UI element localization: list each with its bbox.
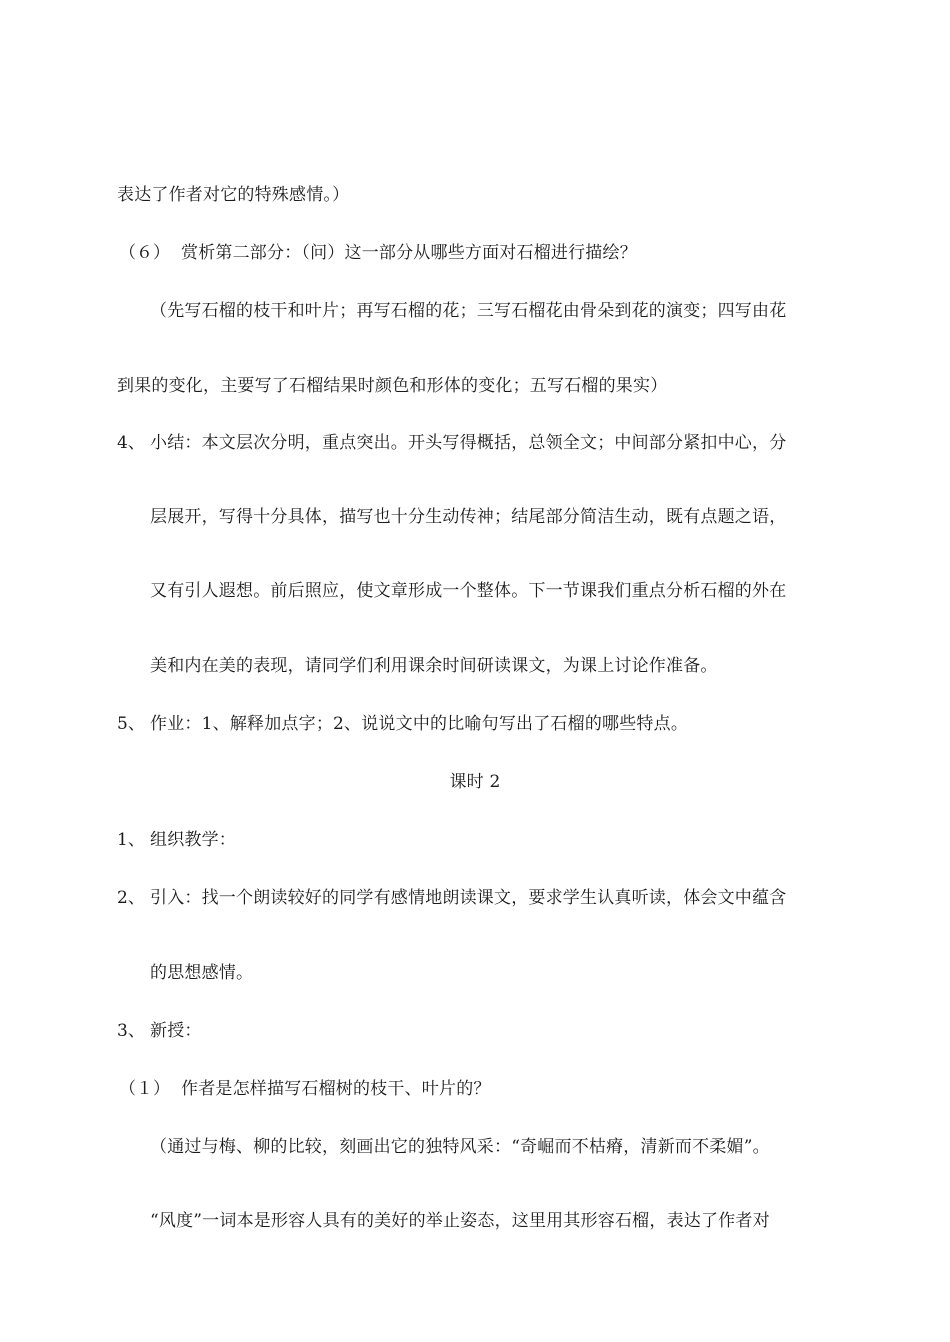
summary-line-4: 美和内在美的表现，请同学们利用课余时间研读课文，为课上讨论作准备。 [150, 656, 718, 676]
step-number-3: 3、 [117, 1021, 145, 1041]
item-number-4: 4、 [117, 433, 145, 453]
answer-6-line-2: 到果的变化，主要写了石榴结果时颜色和形体的变化；五写石榴的果实） [117, 376, 668, 396]
item-number-6: （６） [119, 243, 170, 263]
step-3-text: 新授： [150, 1021, 202, 1041]
answer-1-line-1: （通过与梅、柳的比较，刻画出它的独特风采：“奇崛而不枯瘠，清新而不柔媚”。 [150, 1137, 770, 1157]
step-1-text: 组织教学： [150, 830, 236, 850]
answer-1-line-2: “风度”一词本是形容人具有的美好的举止姿态，这里用其形容石榴，表达了作者对 [150, 1211, 770, 1231]
answer-6-line-1: （先写石榴的枝干和叶片；再写石榴的花；三写石榴花由骨朵到花的演变；四写由花 [150, 301, 787, 321]
summary-line-2: 层展开，写得十分具体，描写也十分生动传神；结尾部分简洁生动，既有点题之语， [150, 507, 787, 527]
item-number-5: 5、 [117, 714, 145, 734]
item-6-question: 赏析第二部分：（问）这一部分从哪些方面对石榴进行描绘？ [181, 243, 637, 263]
lesson-heading: 课时 2 [449, 772, 501, 792]
step-2-line-1: 引入：找一个朗读较好的同学有感情地朗读课文，要求学生认真听读，体会文中蕴含 [150, 888, 787, 908]
paragraph-continuation: 表达了作者对它的特殊感情。） [117, 185, 350, 205]
step-number-1: 1、 [117, 830, 145, 850]
sub-item-1-question: 作者是怎样描写石榴树的枝干、叶片的？ [181, 1079, 491, 1099]
step-number-2: 2、 [117, 888, 145, 908]
sub-item-number-1: （１） [119, 1079, 170, 1099]
homework-text: 作业：1、解释加点字；2、说说文中的比喻句写出了石榴的哪些特点。 [150, 714, 689, 734]
summary-line-3: 又有引人遐想。前后照应，使文章形成一个整体。下一节课我们重点分析石榴的外在 [150, 581, 787, 601]
summary-line-1: 小结：本文层次分明，重点突出。开头写得概括，总领全文；中间部分紧扣中心，分 [150, 433, 787, 453]
step-2-line-2: 的思想感情。 [150, 963, 254, 983]
